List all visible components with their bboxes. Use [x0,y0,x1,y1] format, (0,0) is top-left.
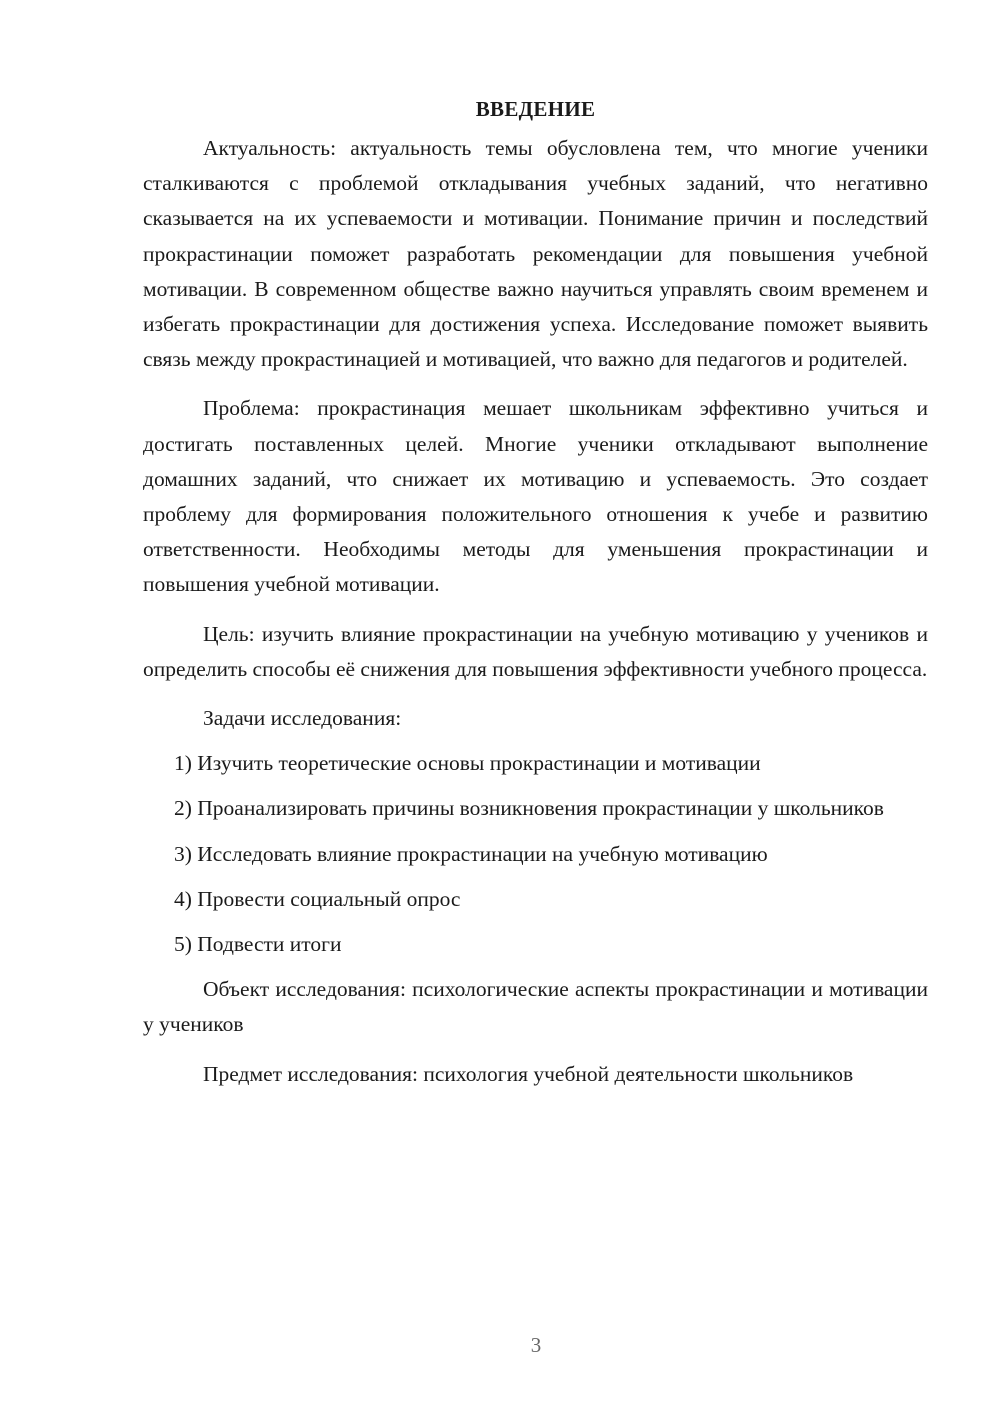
tasks-list [143,746,928,962]
section-title: ВВЕДЕНИЕ [475,97,596,121]
task-item: 1) Изучить теоретические основы прокрастинации и мотивации [174,751,761,776]
page-number: 3 [530,1333,542,1357]
task-item: 2) Проанализировать причины возникновения прокрастинации у школьников [174,796,884,821]
goal-paragraph: Цель: изучить влияние прокрастинации на учебную мотивацию у учеников и определить способы её снижения для повышения эффективности учебного процесса. [143,621,928,681]
problem-paragraph: Проблема: прокрастинация мешает школьникам эффективно учиться и достигать поставленных целей. Многие ученики откладывают выполнение домашних заданий, что снижает их мотивацию и успеваемость. Это создает проблему для формирования положительного отношения к учебе и развитию ответственности. Необходимы методы для уменьшения прокрастинации и повышения учебной мотивации. [143,396,928,597]
task-item: 3) Исследовать влияние прокрастинации на учебную мотивацию [174,841,768,866]
tasks-heading: Задачи исследования: [203,706,402,731]
task-item: 5) Подвести итоги [174,932,342,957]
document-page [143,92,928,1106]
subject-paragraph: Предмет исследования: психология учебной деятельности школьников [203,1061,854,1086]
object-paragraph: Объект исследования: психологические аспекты прокрастинации и мотивации у учеников [143,977,928,1037]
task-item: 4) Провести социальный опрос [174,886,461,911]
relevance-paragraph: Актуальность: актуальность темы обусловлена тем, что многие ученики сталкиваются с проблемой откладывания учебных заданий, что негативно сказывается на их успеваемости и мотивации. Понимание причин и последствий прокрастинации поможет разработать рекомендации для повышения учебной мотивации. В современном обществе важно научиться управлять своим временем и избегать прокрастинации для достижения успеха. Исследование поможет выявить связь между прокрастинацией и мотивацией, что важно для педагогов и родителей. [143,136,928,372]
